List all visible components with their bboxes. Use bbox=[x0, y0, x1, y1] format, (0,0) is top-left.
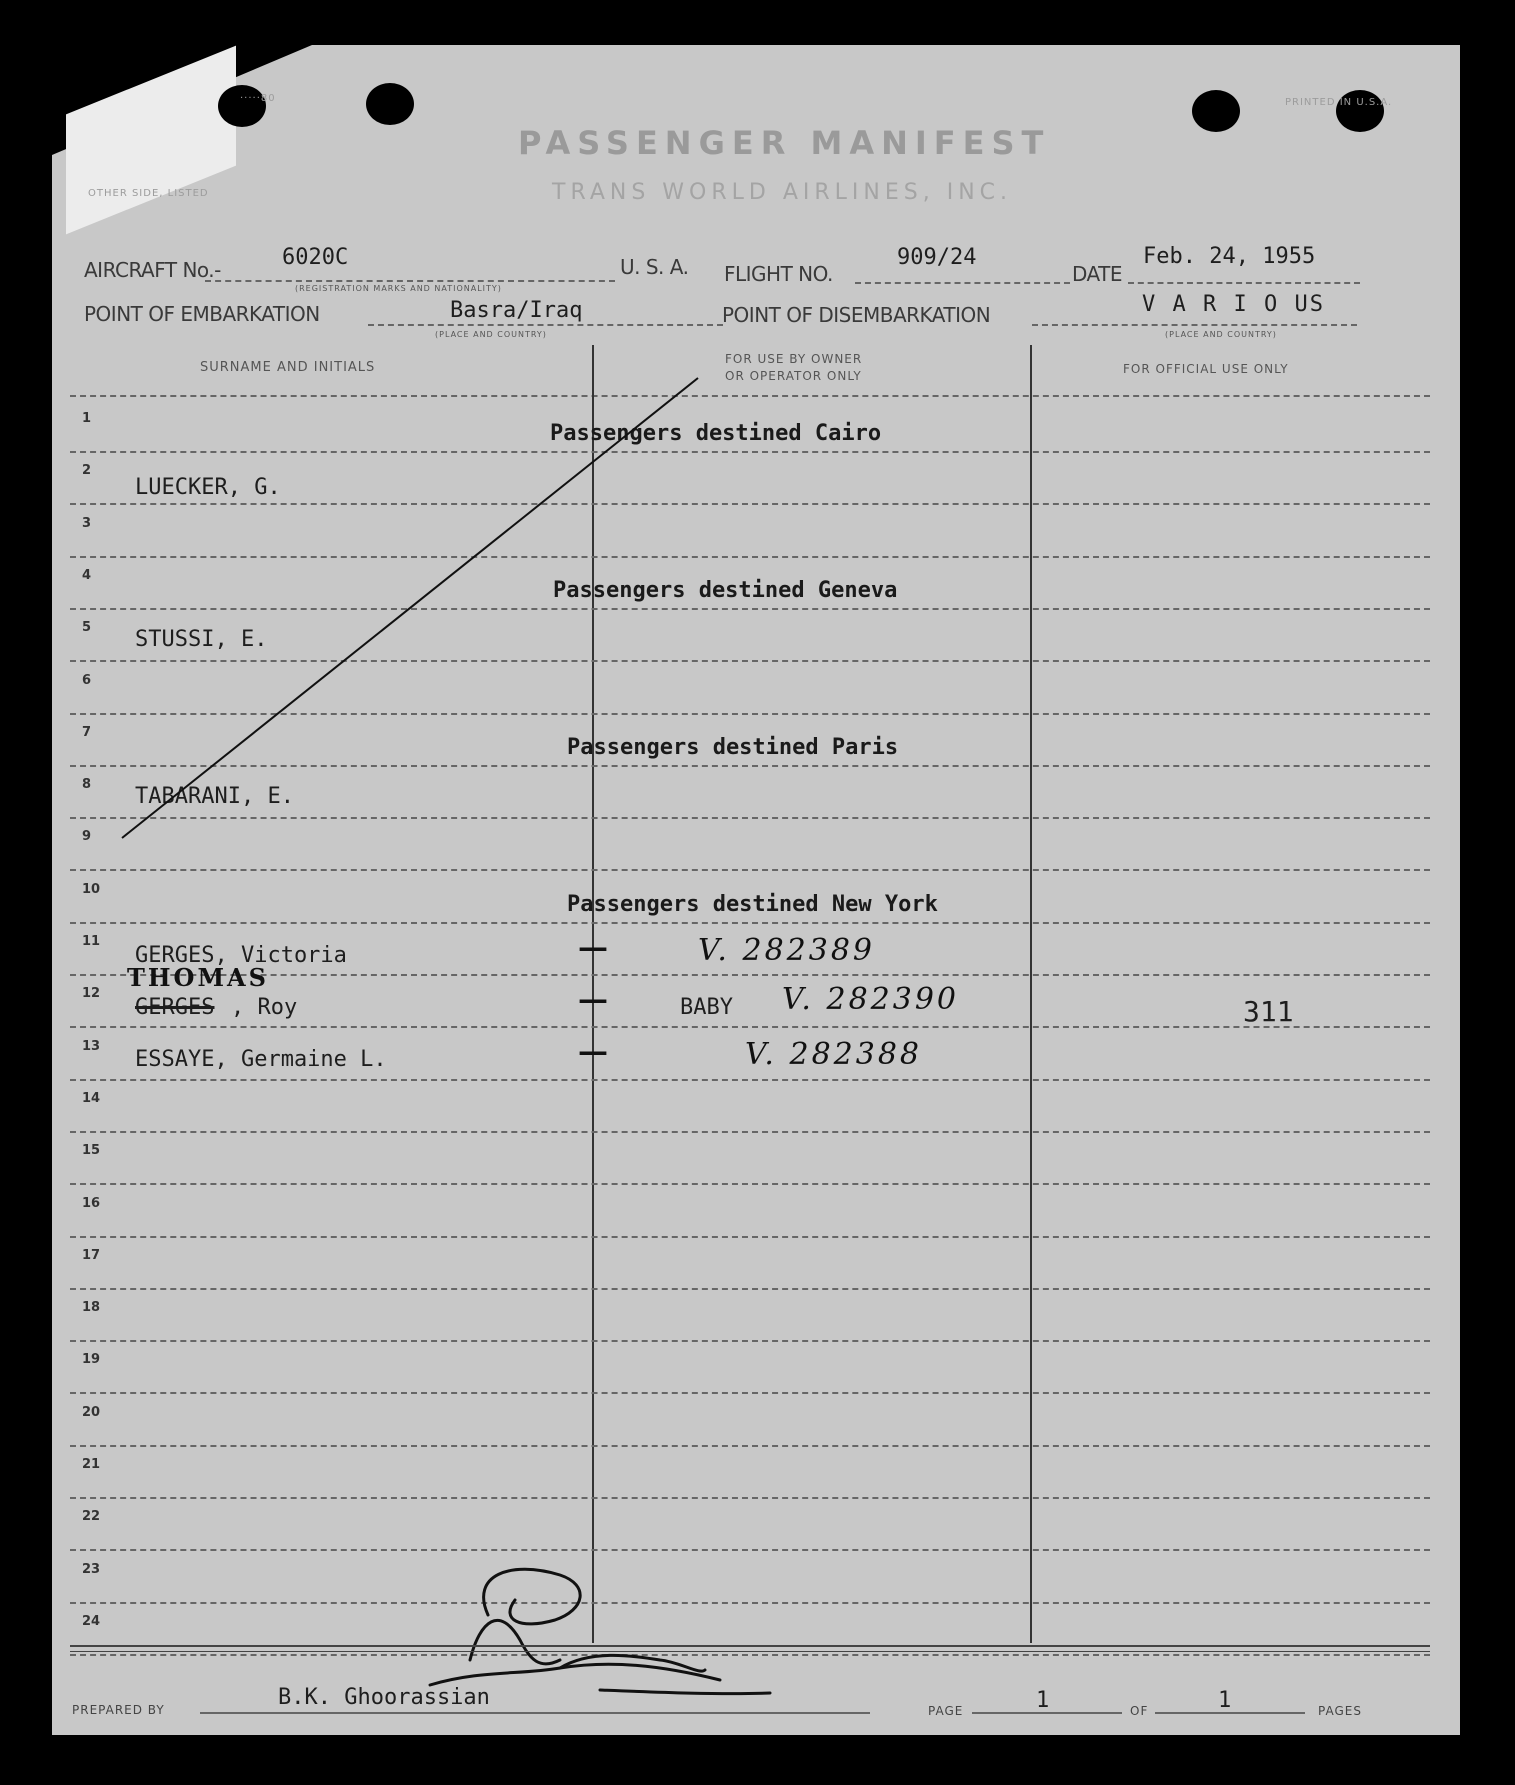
page-title: PASSENGER MANIFEST bbox=[518, 124, 1051, 162]
row-number: 13 bbox=[82, 1038, 101, 1054]
passenger-stussi: STUSSI, E. bbox=[135, 627, 268, 652]
page-value: 1 bbox=[1036, 1688, 1050, 1713]
passenger-tabarani: TABARANI, E. bbox=[135, 784, 294, 809]
row-number: 4 bbox=[82, 567, 92, 583]
footer-rule bbox=[70, 1651, 1430, 1652]
prepared-underline bbox=[200, 1712, 870, 1714]
row-number: 9 bbox=[82, 829, 92, 845]
signature bbox=[430, 1569, 770, 1693]
handwritten-thomas: THOMAS bbox=[127, 963, 269, 992]
row-number: 20 bbox=[82, 1404, 101, 1420]
column-owner-1: FOR USE BY OWNER bbox=[725, 352, 863, 366]
embarkation-label: POINT OF EMBARKATION bbox=[84, 302, 320, 326]
row-number: 12 bbox=[82, 986, 101, 1002]
footer-rule bbox=[70, 1645, 1430, 1647]
row-number: 6 bbox=[82, 672, 92, 688]
printed-label: PRINTED IN U.S.A. bbox=[1285, 97, 1393, 108]
tick-mark: — bbox=[578, 1034, 611, 1069]
official-number: 311 bbox=[1243, 995, 1294, 1028]
row-number: 24 bbox=[82, 1613, 101, 1629]
country-label: U. S. A. bbox=[620, 255, 689, 279]
row-number: 15 bbox=[82, 1143, 101, 1159]
date-value: Feb. 24, 1955 bbox=[1143, 244, 1316, 269]
place-caption-2: (PLACE AND COUNTRY) bbox=[1165, 330, 1277, 339]
passenger-essaye: ESSAYE, Germaine L. bbox=[135, 1047, 387, 1072]
row-number: 7 bbox=[82, 724, 92, 740]
column-surname: SURNAME AND INITIALS bbox=[200, 360, 376, 375]
passenger-roy: , Roy bbox=[231, 995, 298, 1020]
row-number: 1 bbox=[82, 411, 92, 426]
top-left-note: OTHER SIDE, LISTED bbox=[88, 188, 209, 199]
row-number: 17 bbox=[82, 1247, 101, 1263]
visa-number: V. 282389 bbox=[698, 933, 876, 968]
group-new-york: Passengers destined New York bbox=[567, 892, 938, 917]
visa-number: V. 282390 bbox=[782, 982, 960, 1017]
page-label: PAGE bbox=[928, 1704, 964, 1718]
of-label: OF bbox=[1130, 1704, 1149, 1718]
form-number: ·····80 bbox=[240, 93, 276, 104]
row-number: 16 bbox=[82, 1195, 101, 1211]
tick-mark: — bbox=[578, 982, 611, 1017]
aircraft-value: 6020C bbox=[282, 245, 349, 270]
prepared-by-value: B.K. Ghoorassian bbox=[278, 1685, 490, 1710]
disembarkation-label: POINT OF DISEMBARKATION bbox=[722, 303, 991, 327]
column-owner-2: OR OPERATOR ONLY bbox=[725, 369, 862, 383]
passenger-luecker: LUECKER, G. bbox=[135, 475, 281, 500]
of-value: 1 bbox=[1218, 1688, 1232, 1713]
baby-label: BABY bbox=[680, 995, 733, 1020]
row-number: 18 bbox=[82, 1300, 101, 1316]
row-number: 8 bbox=[82, 777, 92, 793]
flight-value: 909/24 bbox=[897, 245, 977, 270]
tick-mark: — bbox=[578, 930, 611, 965]
date-label: DATE bbox=[1072, 262, 1123, 286]
pages-label: PAGES bbox=[1318, 1704, 1362, 1718]
cancellation-stroke bbox=[122, 378, 698, 838]
row-number: 2 bbox=[82, 463, 92, 479]
visa-number: V. 282388 bbox=[745, 1037, 923, 1072]
page-underline bbox=[972, 1712, 1122, 1714]
airline-name: TRANS WORLD AIRLINES, INC. bbox=[552, 180, 1013, 205]
row-number: 23 bbox=[82, 1561, 101, 1577]
aircraft-label: AIRCRAFT No.- bbox=[84, 258, 221, 282]
row-number: 22 bbox=[82, 1509, 101, 1525]
group-paris: Passengers destined Paris bbox=[567, 735, 899, 760]
prepared-label: PREPARED BY bbox=[72, 1703, 165, 1717]
row-number: 5 bbox=[82, 620, 92, 636]
place-caption: (PLACE AND COUNTRY) bbox=[435, 330, 547, 339]
passenger-gerges: GERGES, Victoria bbox=[135, 943, 347, 968]
registration-caption: (REGISTRATION MARKS AND NATIONALITY) bbox=[295, 284, 502, 293]
embarkation-value: Basra/Iraq bbox=[450, 298, 583, 323]
row-number: 10 bbox=[82, 881, 101, 897]
of-underline bbox=[1155, 1712, 1305, 1714]
flight-label: FLIGHT NO. bbox=[724, 262, 833, 286]
row-number: 14 bbox=[82, 1090, 101, 1106]
struck-surname: GERGES bbox=[135, 995, 215, 1020]
row-number: 21 bbox=[82, 1457, 101, 1472]
disembarkation-value: V A R I O US bbox=[1142, 292, 1325, 317]
row-number: 19 bbox=[82, 1352, 101, 1368]
column-official: FOR OFFICIAL USE ONLY bbox=[1123, 362, 1289, 376]
group-geneva: Passengers destined Geneva bbox=[553, 578, 898, 603]
row-number: 3 bbox=[82, 515, 92, 531]
group-cairo: Passengers destined Cairo bbox=[550, 421, 882, 446]
row-number: 11 bbox=[82, 934, 101, 949]
